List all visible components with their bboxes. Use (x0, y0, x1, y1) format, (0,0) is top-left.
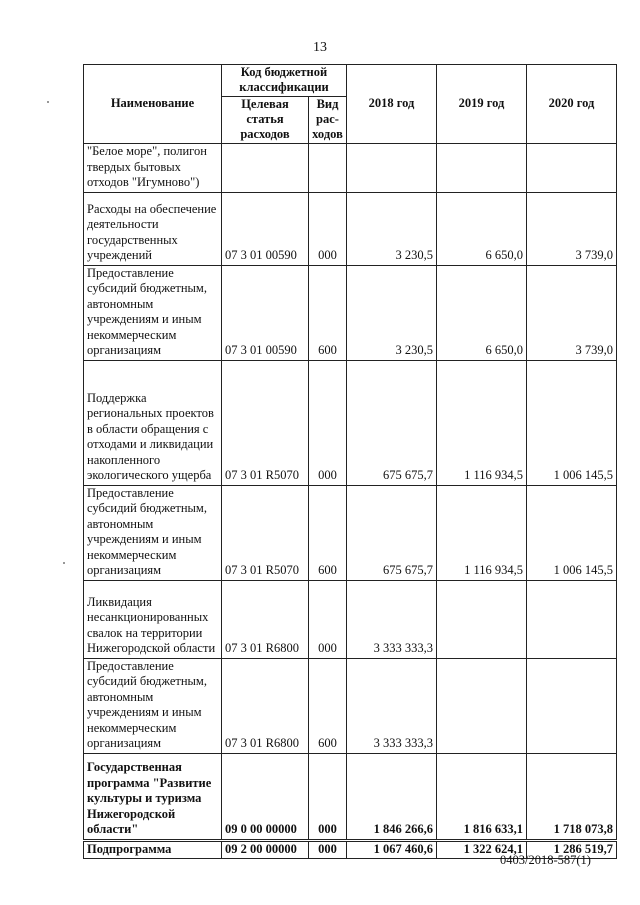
row-value-2018: 1 846 266,6 (347, 753, 437, 840)
row-name: Предоставление субсидий бюджетным, автономным учреждениям и иным некоммерческим организациям (84, 265, 222, 360)
header-budget-code: Код бюджетной классификации (222, 65, 347, 97)
row-value-2020: 3 739,0 (527, 192, 617, 265)
row-name: Поддержка региональных проектов в области обращения с отходами и ликвидации накопленного экологического ущерба (84, 360, 222, 485)
row-target-article: 07 3 01 R6800 (222, 658, 309, 753)
row-value-2020: 1 286 519,7 (527, 840, 617, 859)
row-value-2019: 6 650,0 (437, 265, 527, 360)
row-expense-type: 000 (309, 580, 347, 658)
row-value-2019: 1 116 934,5 (437, 485, 527, 580)
row-target-article (222, 144, 309, 193)
row-value-2020 (527, 144, 617, 193)
row-value-2020: 1 006 145,5 (527, 360, 617, 485)
scan-speck (63, 562, 65, 564)
row-value-2019 (437, 658, 527, 753)
row-value-2018: 675 675,7 (347, 360, 437, 485)
table-row (84, 265, 617, 360)
row-value-2020: 1 006 145,5 (527, 485, 617, 580)
header-name: Наименование (84, 65, 222, 144)
row-value-2018: 1 067 460,6 (347, 840, 437, 859)
row-value-2018: 675 675,7 (347, 485, 437, 580)
table-body (84, 144, 617, 859)
row-expense-type (309, 144, 347, 193)
row-value-2019: 1 116 934,5 (437, 360, 527, 485)
row-value-2020 (527, 658, 617, 753)
row-target-article: 09 0 00 00000 (222, 753, 309, 840)
header-year-2018: 2018 год (347, 65, 437, 144)
header-expense-type: Вид рас-ходов (309, 97, 347, 144)
row-expense-type: 600 (309, 265, 347, 360)
row-expense-type: 600 (309, 658, 347, 753)
row-target-article: 07 3 01 R5070 (222, 485, 309, 580)
row-value-2019: 1 816 633,1 (437, 753, 527, 840)
table-row (84, 144, 617, 193)
table-row (84, 192, 617, 265)
row-value-2019: 6 650,0 (437, 192, 527, 265)
row-name: Подпрограмма (84, 840, 222, 859)
row-value-2018: 3 333 333,3 (347, 580, 437, 658)
row-target-article: 07 3 01 00590 (222, 265, 309, 360)
row-value-2020: 1 718 073,8 (527, 753, 617, 840)
table-row (84, 360, 617, 485)
row-value-2018: 3 333 333,3 (347, 658, 437, 753)
row-value-2019: 1 322 624,1 (437, 840, 527, 859)
row-expense-type: 000 (309, 360, 347, 485)
table-row (84, 658, 617, 753)
header-year-2020: 2020 год (527, 65, 617, 144)
table-row (84, 753, 617, 840)
document-code: 0403/2018-587(1) (500, 853, 591, 867)
header-year-2019: 2019 год (437, 65, 527, 144)
row-expense-type: 000 (309, 840, 347, 859)
row-name: Ликвидация несанкционированных свалок на территории Нижегородской области (84, 580, 222, 658)
row-name: Предоставление субсидий бюджетным, автономным учреждениям и иным некоммерческим организациям (84, 658, 222, 753)
scan-speck (47, 101, 49, 103)
row-value-2018 (347, 144, 437, 193)
row-name: Расходы на обеспечение деятельности государственных учреждений (84, 192, 222, 265)
row-value-2020 (527, 580, 617, 658)
page-number: 13 (313, 40, 327, 55)
row-value-2019 (437, 144, 527, 193)
row-expense-type: 000 (309, 753, 347, 840)
budget-table (83, 64, 617, 859)
row-name: Предоставление субсидий бюджетным, автономным учреждениям и иным некоммерческим организациям (84, 485, 222, 580)
row-target-article: 07 3 01 R6800 (222, 580, 309, 658)
row-expense-type: 600 (309, 485, 347, 580)
row-name: Государственная программа "Развитие культуры и туризма Нижегородской области" (84, 753, 222, 840)
row-value-2018: 3 230,5 (347, 265, 437, 360)
row-target-article: 07 3 01 00590 (222, 192, 309, 265)
table-row (84, 580, 617, 658)
header-target-article: Целевая статья расходов (222, 97, 309, 144)
row-target-article: 07 3 01 R5070 (222, 360, 309, 485)
row-value-2018: 3 230,5 (347, 192, 437, 265)
row-value-2019 (437, 580, 527, 658)
row-target-article: 09 2 00 00000 (222, 840, 309, 859)
row-expense-type: 000 (309, 192, 347, 265)
row-name: "Белое море", полигон твердых бытовых отходов "Игумново") (84, 144, 222, 193)
row-value-2020: 3 739,0 (527, 265, 617, 360)
table-row (84, 485, 617, 580)
